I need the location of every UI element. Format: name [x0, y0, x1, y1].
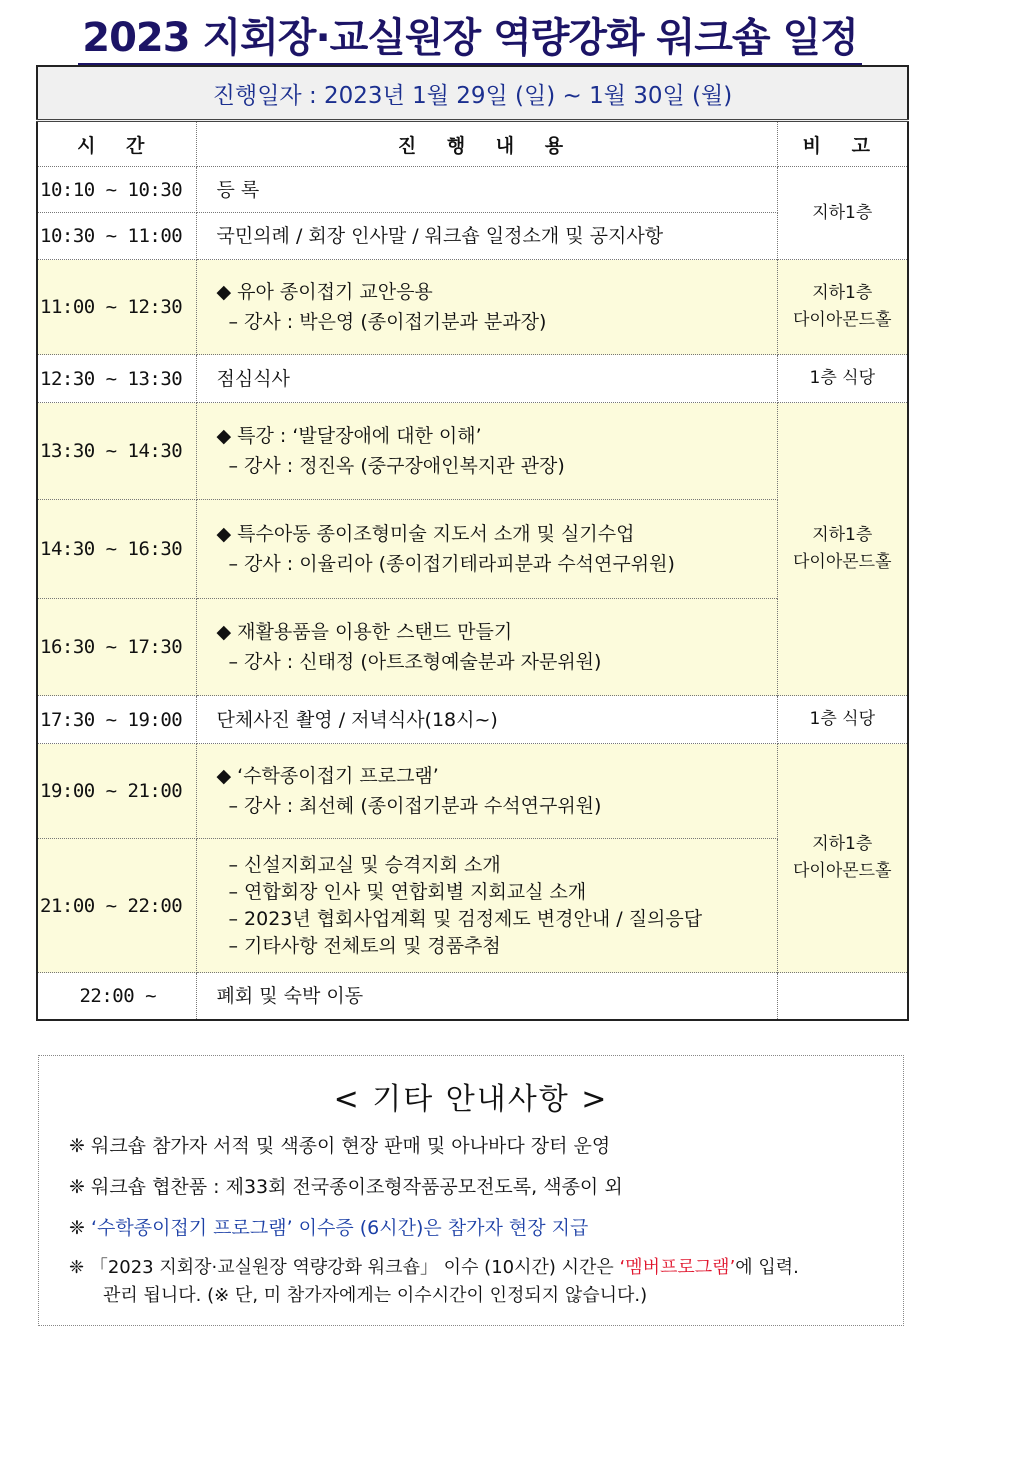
row-main: 단체사진 촬영 / 저녁식사(18시~)	[216, 708, 498, 731]
row-speaker: – 강사 : 정진옥 (중구장애인복지관 관장)	[228, 455, 565, 477]
row-time: 22:00 ~	[37, 973, 196, 1020]
info-text: 워크숍 참가자 서적 및 색종이 현장 판매 및 아나바다 장터 운영	[90, 1135, 611, 1157]
info-line-2	[69, 1172, 623, 1199]
note-hall: 다이아몬드홀	[792, 310, 892, 330]
row-time: 13:30 ~ 14:30	[37, 403, 196, 500]
row-note	[777, 403, 908, 696]
row-content	[196, 839, 777, 973]
row-time: 19:00 ~ 21:00	[37, 744, 196, 839]
row-note: 1층 식당	[777, 355, 908, 403]
table-row	[37, 696, 908, 744]
row-note	[777, 260, 908, 355]
info-line-3	[69, 1213, 588, 1240]
bullet-icon: ❈	[69, 1135, 85, 1157]
info-text: ‘수학종이접기 프로그램’ 이수증 (6시간)은 참가자 현장 지급	[90, 1217, 589, 1239]
bullet-icon: ❈	[69, 1176, 85, 1198]
row-line: – 2023년 협회사업계획 및 검정제도 변경안내 / 질의응답	[228, 907, 703, 930]
row-time: 10:10 ~ 10:30	[37, 167, 196, 213]
info-highlight: ‘멤버프로그램’	[619, 1257, 736, 1278]
row-content	[196, 213, 777, 260]
row-speaker: – 강사 : 최선혜 (종이접기분과 수석연구위원)	[228, 795, 602, 817]
row-main: ◆ 유아 종이접기 교안응용	[216, 281, 433, 303]
bullet-icon: ❈	[69, 1257, 85, 1278]
row-speaker: – 강사 : 이율리아 (종이접기테라피분과 수석연구위원)	[228, 553, 675, 575]
row-content	[196, 744, 777, 839]
page-title: 2023 지회장·교실원장 역량강화 워크숍 일정	[0, 6, 940, 63]
row-note	[777, 973, 908, 1020]
note-hall: 다이아몬드홀	[792, 861, 892, 881]
table-row	[37, 355, 908, 403]
row-content	[196, 260, 777, 355]
row-content	[196, 403, 777, 500]
row-time: 12:30 ~ 13:30	[37, 355, 196, 403]
table-header	[37, 121, 908, 167]
schedule-table	[36, 65, 909, 1021]
row-line: – 연합회장 인사 및 연합회별 지회교실 소개	[228, 880, 587, 903]
row-time: 16:30 ~ 17:30	[37, 599, 196, 696]
row-content	[196, 599, 777, 696]
note-floor: 지하1층	[812, 525, 873, 545]
table-row	[37, 973, 908, 1020]
row-main: 등 록	[216, 178, 260, 201]
info-title: < 기타 안내사항 >	[333, 1082, 609, 1117]
info-text: 워크숍 협찬품 : 제33회 전국종이조형작품공모전도록, 색종이 외	[90, 1176, 623, 1198]
note-floor: 지하1층	[812, 834, 873, 854]
table-row	[37, 167, 908, 213]
bullet-icon: ❈	[69, 1217, 85, 1239]
note-floor: 지하1층	[812, 283, 873, 303]
header-note: 비 고	[777, 121, 908, 167]
row-content	[196, 167, 777, 213]
row-main: 점심식사	[216, 367, 290, 390]
row-time: 10:30 ~ 11:00	[37, 213, 196, 260]
header-time: 시 간	[37, 121, 196, 167]
row-content	[196, 696, 777, 744]
schedule-date: 진행일자 : 2023년 1월 29일 (일) ~ 1월 30일 (월)	[37, 66, 908, 121]
row-content	[196, 973, 777, 1020]
info-line-1	[69, 1131, 610, 1158]
table-row	[37, 260, 908, 355]
row-main: ◆ 재활용품을 이용한 스탠드 만들기	[216, 621, 513, 643]
row-line: – 신설지회교실 및 승격지회 소개	[228, 853, 501, 876]
row-note	[777, 744, 908, 973]
row-time: 14:30 ~ 16:30	[37, 500, 196, 599]
row-note: 지하1층	[777, 167, 908, 260]
row-main: 국민의례 / 회장 인사말 / 워크숍 일정소개 및 공지사항	[216, 225, 664, 247]
row-speaker: – 강사 : 박은영 (종이접기분과 분과장)	[228, 311, 547, 333]
row-time: 21:00 ~ 22:00	[37, 839, 196, 973]
info-text: 에 입력.	[735, 1257, 799, 1278]
info-line-4	[69, 1253, 799, 1279]
row-note: 1층 식당	[777, 696, 908, 744]
row-main: 폐회 및 숙박 이동	[216, 984, 364, 1007]
header-content: 진 행 내 용	[196, 121, 777, 167]
table-row	[37, 403, 908, 500]
info-box	[38, 1055, 904, 1326]
note-hall: 다이아몬드홀	[792, 552, 892, 572]
info-text: 「2023 지회장·교실원장 역량강화 워크숍」 이수 (10시간) 시간은	[89, 1257, 620, 1278]
table-row	[37, 744, 908, 839]
row-main: ◆ 특강 : ‘발달장애에 대한 이해’	[216, 425, 482, 447]
row-time: 17:30 ~ 19:00	[37, 696, 196, 744]
row-main: ◆ 특수아동 종이조형미술 지도서 소개 및 실기수업	[216, 523, 635, 545]
row-time: 11:00 ~ 12:30	[37, 260, 196, 355]
row-speaker: – 강사 : 신태정 (아트조형예술분과 자문위원)	[228, 651, 602, 673]
row-content	[196, 500, 777, 599]
row-content	[196, 355, 777, 403]
info-line-5: 관리 됩니다. (※ 단, 미 참가자에게는 이수시간이 인정되지 않습니다.)	[103, 1285, 648, 1306]
row-line: – 기타사항 전체토의 및 경품추첨	[228, 934, 501, 957]
row-main: ◆ ‘수학종이접기 프로그램’	[216, 765, 439, 787]
